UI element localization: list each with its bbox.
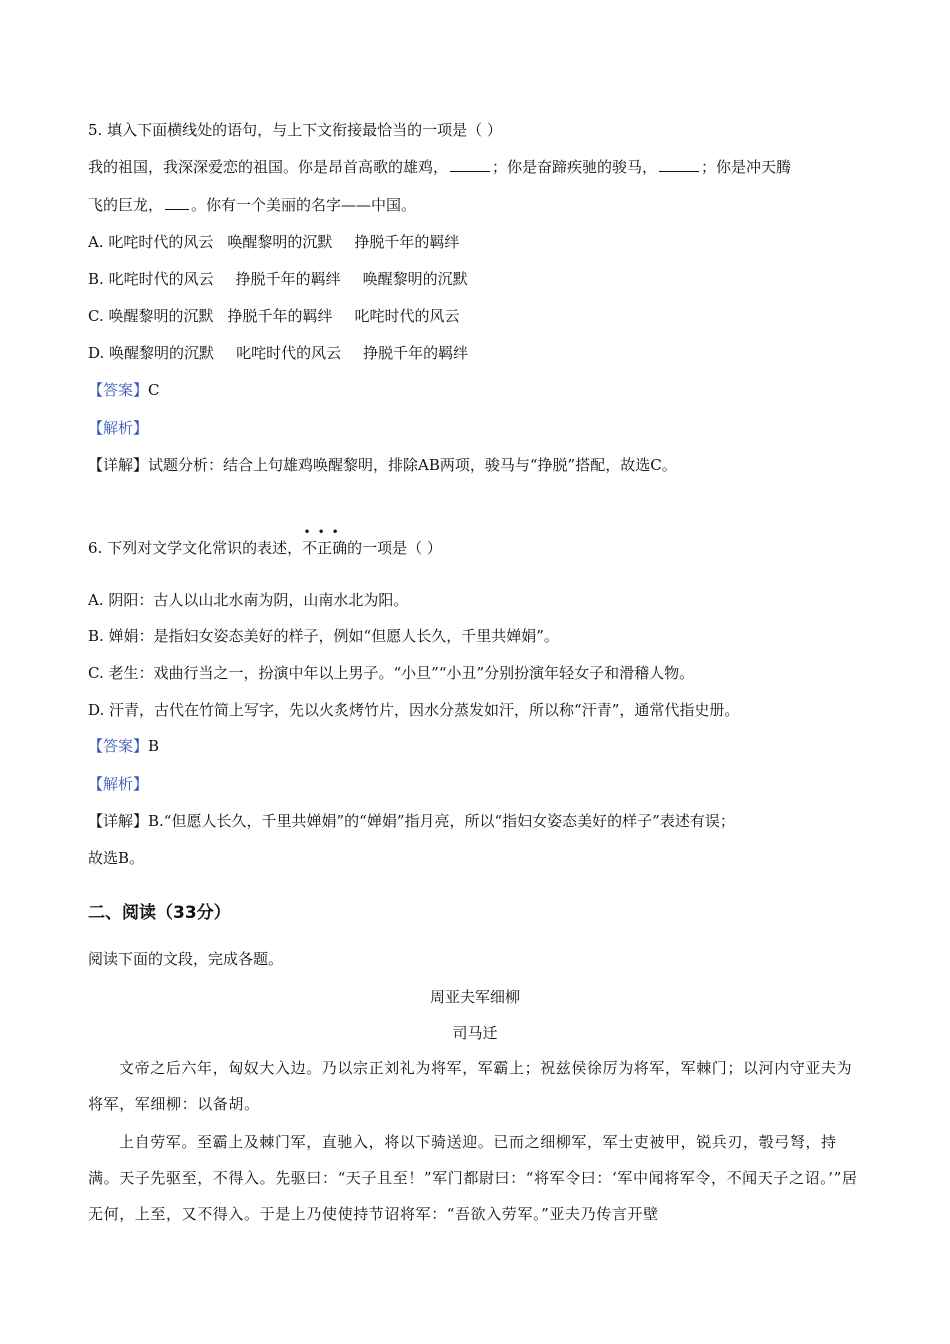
passage-author: 司马迁 [452,1024,498,1042]
detail-text: 试题分析：结合上句雄鸡唤醒黎明，排除AB两项，骏马与“挣脱”搭配，故选C。 [148,456,677,474]
option-letter: B. [88,270,104,288]
q6-detail-line-2: 故选B。 [88,849,145,867]
option-phrase: 挣脱千年的羁绊 [354,233,460,251]
q5-passage-part: 飞的巨龙， [88,196,164,214]
detail-tag: 【详解】 [88,812,149,830]
fill-blank-2 [659,157,699,172]
passage-title: 周亚夫军细柳 [429,988,520,1006]
option-letter: A. [88,233,104,251]
q6-option-a: A. 阴阳：古人以山北水南为阴，山南水北为阳。 [88,591,409,609]
q5-option-a [88,232,862,252]
q5-passage-line-1 [88,157,862,177]
option-phrase: 唤醒黎明的沉默 [362,270,468,288]
detail-text: B.“但愿人长久，千里共婵娟”的“婵娟”指月亮，所以“指妇女姿态美好的样子”表述有误； [148,812,735,830]
q6-stem-part: 的一项是（ ） [347,539,442,557]
option-phrase: 挣脱千年的羁绊 [235,270,341,288]
answer-tag: 【答案】 [88,737,149,755]
q5-passage-line-2 [88,195,862,215]
q5-answer [88,380,862,400]
q5-passage-part: 。你有一个美丽的名字——中国。 [191,196,417,214]
analysis-tag: 【解析】 [88,419,149,437]
q5-detail [88,455,862,475]
option-phrase: 唤醒黎明的沉默 [109,344,215,362]
q6-stem [88,525,862,558]
q6-option-c: C. 老生：戏曲行当之一，扮演中年以上男子。“小旦”“小丑”分别扮演年轻女子和滑稽人物。 [88,664,695,682]
option-phrase: 唤醒黎明的沉默 [227,233,333,251]
q5-option-d [88,343,862,363]
emphasis-dots: ••• [303,525,346,539]
fill-blank-3 [165,195,189,210]
section-heading: 二、阅读（33分） [88,903,231,923]
q5-passage-part: ；你是奋蹄疾驰的骏马， [492,158,658,176]
q5-stem: 5. 填入下面横线处的语句，与上下文衔接最恰当的一项是（ ） [88,121,502,139]
option-letter: D. [88,344,105,362]
answer-tag: 【答案】 [88,381,149,399]
q5-option-c [88,306,862,326]
option-phrase: 叱咤时代的风云 [354,307,460,325]
detail-tag: 【详解】 [88,456,149,474]
q6-option-b: B. 婵娟：是指妇女姿态美好的样子，例如“但愿人长久，千里共婵娟”。 [88,627,559,645]
q6-stem-part: 6. 下列对文学文化常识的表述， [88,539,303,557]
q5-passage-part: ；你是冲天腾 [701,158,792,176]
answer-value: C [148,381,160,399]
option-phrase: 挣脱千年的羁绊 [227,307,333,325]
q6-answer [88,736,862,756]
q6-detail-line-1 [88,811,862,831]
emphasis-word: ••• 不正确 [302,525,348,557]
reading-instruction: 阅读下面的文段，完成各题。 [88,950,284,968]
option-letter: C. [88,307,104,325]
q6-analysis [88,774,862,794]
q5-analysis [88,418,862,438]
analysis-tag: 【解析】 [88,775,149,793]
option-phrase: 唤醒黎明的沉默 [108,307,214,325]
q5-option-b [88,269,862,289]
option-phrase: 叱咤时代的风云 [236,344,342,362]
q5-passage-part: 我的祖国，我深深爱恋的祖国。你是昂首高歌的雄鸡， [88,158,449,176]
q6-option-d: D. 汗青，古代在竹简上写字，先以火炙烤竹片，因水分蒸发如汗，所以称“汗青”，通常代指史册。 [88,701,740,719]
passage-paragraph-2: 上自劳军。至霸上及棘门军，直驰入，将以下骑送迎。已而之细柳军，军士吏被甲，锐兵刃，彀弓弩，持满。天子先驱至，不得入。先驱曰：“天子且至！”军门都尉曰：“将军令曰：‘军中闻将军令，不闻天子之诏。’”居无何，上至，又不得入。于是上乃使使持节诏将军：“吾欲入劳军。”亚夫乃传言开壁 [88,1133,858,1223]
option-phrase: 挣脱千年的羁绊 [363,344,469,362]
answer-value: B [148,737,160,755]
passage-paragraph-1: 文帝之后六年，匈奴大入边。乃以宗正刘礼为将军，军霸上；祝兹侯徐厉为将军，军棘门；以河内守亚夫为将军，军细柳：以备胡。 [88,1059,853,1113]
option-phrase: 叱咤时代的风云 [108,233,214,251]
fill-blank-1 [450,157,490,172]
option-phrase: 叱咤时代的风云 [108,270,214,288]
